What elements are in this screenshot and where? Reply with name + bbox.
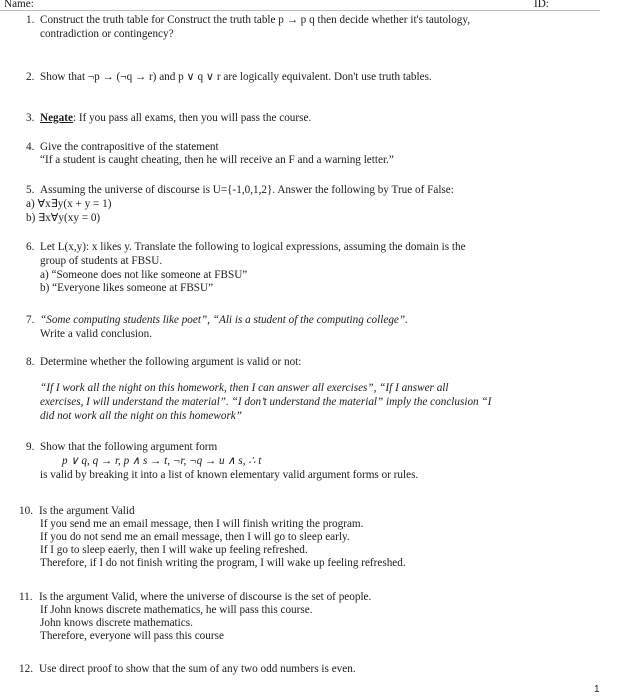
page-number: 1: [594, 684, 600, 695]
q10-line-4: If I go to sleep eaerly, then I will wake up feeling refreshed.: [40, 544, 308, 556]
name-label: Name:: [4, 0, 34, 10]
q12-line-1: Use direct proof to show that the sum of any two odd numbers is even.: [39, 663, 356, 675]
q1-line-1: Construct the truth table for Construct the truth table p → p q then decide whether it's tautology,: [40, 14, 471, 26]
q11-line-3: John knows discrete mathematics.: [40, 617, 193, 629]
q9-line-3: is valid by breaking it into a list of known elementary valid argument forms or rules.: [40, 469, 419, 481]
q10-line-1: Is the argument Valid: [39, 505, 135, 517]
q11-number: 11.: [19, 591, 33, 603]
q6-part-b: b) “Everyone likes someone at FBSU”: [40, 282, 214, 294]
q5-part-b: b) ∃x∀y(xy = 0): [26, 212, 101, 224]
q10-line-2: If you send me an email message, then I will finish writing the program.: [40, 518, 364, 530]
q6-part-a: a) “Someone does not like someone at FBSU”: [40, 269, 248, 281]
q4-number: 4.: [26, 141, 35, 153]
q7-line-2: Write a valid conclusion.: [40, 328, 153, 340]
q5-number: 5.: [26, 184, 35, 196]
q10-number: 10.: [19, 505, 33, 517]
q6-line-1: Let L(x,y): x likes y. Translate the following to logical expressions, assuming the domain is the: [40, 241, 466, 253]
q2-line-1: Show that ¬p → (¬q → r) and p ∨ q ∨ r are logically equivalent. Don't use truth tables.: [40, 71, 432, 83]
q11-line-1: Is the argument Valid, where the universe of discourse is the set of people.: [39, 591, 372, 603]
q5-line-1: Assuming the universe of discourse is U={-1,0,1,2}. Answer the following by True of False:: [40, 184, 454, 196]
id-label: ID:: [534, 0, 549, 10]
q7-number: 7.: [26, 314, 35, 326]
q3-text: : If you pass all exams, then you will pass the course.: [72, 112, 312, 124]
q11-line-4: Therefore, everyone will pass this course: [40, 630, 224, 642]
q9-line-1: Show that the following argument form: [40, 441, 218, 453]
q4-line-2: “If a student is caught cheating, then he will receive an F and a warning letter.”: [40, 154, 394, 166]
q4-line-1: Give the contrapositive of the statement: [40, 141, 219, 153]
q6-line-2: group of students at FBSU.: [40, 255, 163, 267]
q9-formula: p ∨ q, q → r, p ∧ s → t, ¬r, ¬q → u ∧ s, ∴ t: [62, 455, 262, 467]
q3-keyword: Negate: [40, 112, 73, 124]
q8-quote-1: “If I work all the night on this homework, then I can answer all exercises”, “If I answer all: [40, 382, 449, 394]
q5-part-a: a) ∀x∃y(x + y = 1): [26, 198, 112, 210]
q1-number: 1.: [26, 14, 35, 26]
q11-line-2: If John knows discrete mathematics, he will pass this course.: [40, 604, 313, 616]
q6-number: 6.: [26, 241, 35, 253]
q2-number: 2.: [26, 71, 35, 83]
q9-number: 9.: [26, 441, 35, 453]
q8-quote-2: exercises, I will understand the material”. “I don’t understand the material” imply the conclusion “I: [40, 396, 492, 408]
q3-number: 3.: [26, 112, 35, 124]
header-rule: [0, 10, 600, 11]
q10-line-3: If you do not send me an email message, then I will go to sleep early.: [40, 531, 350, 543]
q12-number: 12.: [19, 663, 33, 675]
q10-line-5: Therefore, if I do not finish writing the program, I will wake up feeling refreshed.: [40, 557, 406, 569]
q1-line-2: contradiction or contingency?: [40, 28, 174, 40]
q3-line: [40, 111, 311, 125]
q8-line-1: Determine whether the following argument is valid or not:: [40, 356, 302, 368]
q8-number: 8.: [26, 356, 35, 368]
q7-line-1: “Some computing students like poet”, “Ali is a student of the computing college”.: [40, 314, 408, 326]
q8-quote-3: did not work all the night on this homework”: [40, 410, 242, 422]
